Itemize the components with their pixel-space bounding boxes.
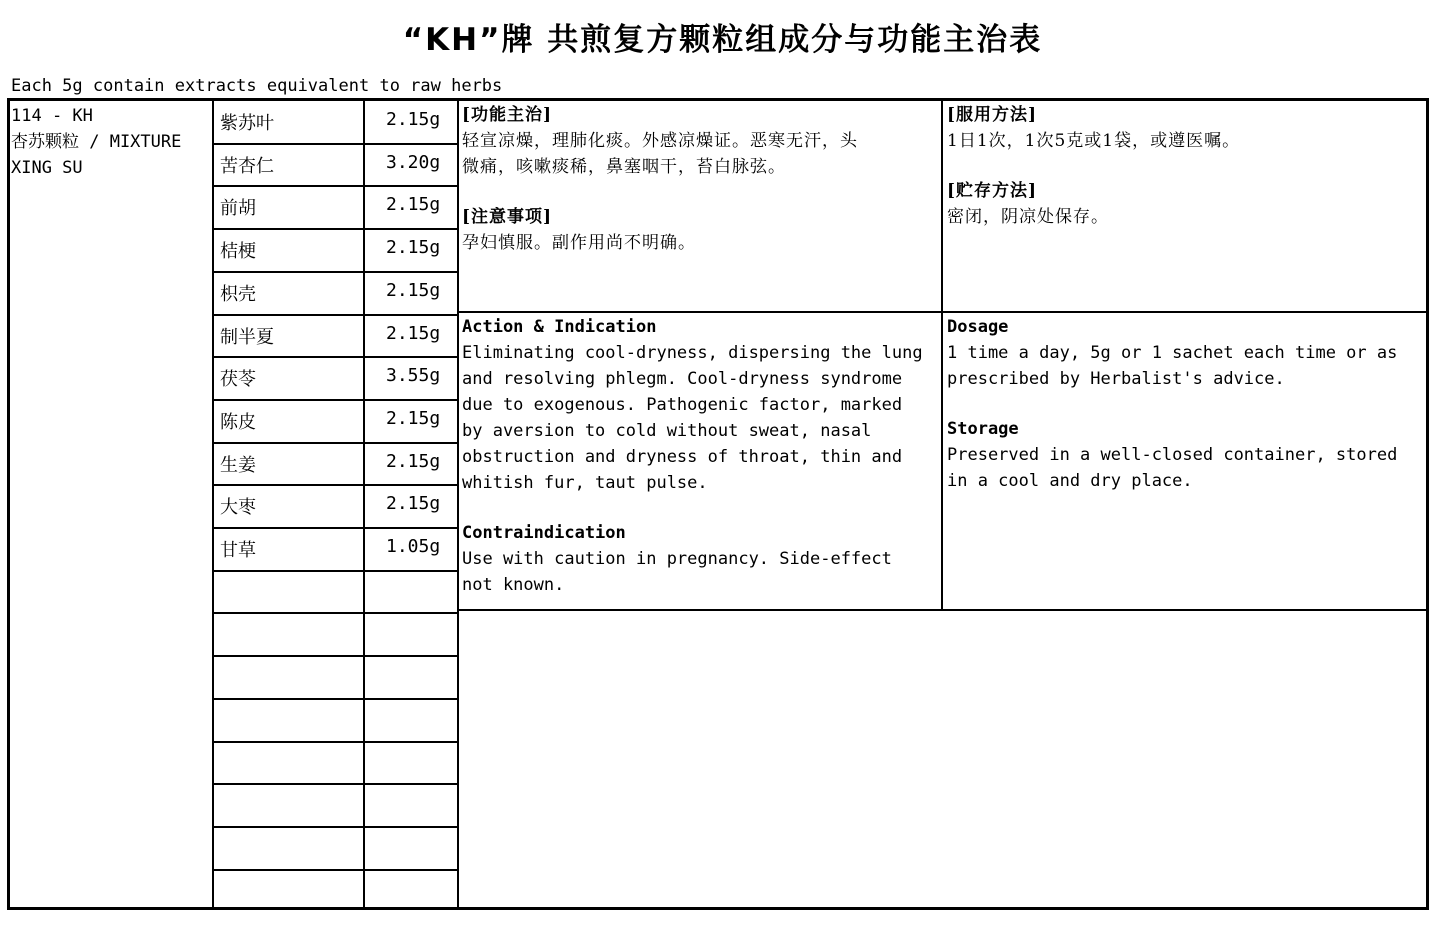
en-contra-text: not known. [462, 575, 565, 595]
col-divider [457, 100, 459, 908]
herb-amount: 2.15g [386, 323, 441, 344]
herb-row-divider [213, 698, 458, 700]
herb-name: 桔梗 [220, 241, 256, 262]
herb-name: 制半夏 [220, 327, 274, 348]
herb-row-divider [213, 185, 458, 187]
col-divider [941, 100, 943, 610]
cn-function-heading: [功能主治] [462, 105, 553, 125]
herb-name: 苦杏仁 [220, 156, 274, 177]
en-action-text: and resolving phlegm. Cool-dryness syndrome [462, 369, 903, 389]
en-action-heading: Action & Indication [462, 317, 657, 337]
herb-name: 大枣 [220, 497, 256, 518]
herb-amount: 2.15g [386, 109, 441, 130]
cn-usage-text: 1日1次，1次5克或1袋，或遵医嘱。 [947, 131, 1241, 151]
en-dosage-cell [947, 314, 1422, 494]
herb-amount: 2.15g [386, 493, 441, 514]
herb-row-divider [213, 741, 458, 743]
en-dosage-heading: Dosage [947, 317, 1009, 337]
product-code: 114 - KH [11, 106, 93, 126]
en-dosage-text: 1 time a day, 5g or 1 sachet each time or as [947, 343, 1398, 363]
herb-row-divider [213, 399, 458, 401]
herb-row-divider [213, 527, 458, 529]
en-contra-heading: Contraindication [462, 523, 626, 543]
herb-name: 前胡 [220, 198, 256, 219]
herb-amount: 3.55g [386, 365, 441, 386]
en-contra-text: Use with caution in pregnancy. Side-effect [462, 549, 892, 569]
herb-amount: 2.15g [386, 408, 441, 429]
cn-storage-heading: [贮存方法] [947, 181, 1038, 201]
herb-name: 生姜 [220, 455, 256, 476]
cn-usage-heading: [服用方法] [947, 105, 1038, 125]
en-storage-text: Preserved in a well-closed container, stored [947, 445, 1398, 465]
herb-amount: 2.15g [386, 194, 441, 215]
product-name: 杏苏颗粒 / MIXTURE [11, 132, 182, 152]
herb-name: 甘草 [220, 540, 256, 561]
en-action-cell [462, 314, 940, 598]
en-storage-text: in a cool and dry place. [947, 471, 1193, 491]
herb-row-divider [213, 484, 458, 486]
cn-caution-heading: [注意事项] [462, 207, 553, 227]
cn-caution-text: 孕妇慎服。副作用尚不明确。 [462, 233, 696, 253]
cn-storage-text: 密闭，阴凉处保存。 [947, 207, 1109, 227]
cn-function-text: 轻宣凉燥，理肺化痰。外感凉燥证。恶寒无汗，头 [462, 131, 858, 151]
en-action-text: whitish fur, taut pulse. [462, 473, 708, 493]
herb-amount: 3.20g [386, 152, 441, 173]
herb-row-divider [213, 356, 458, 358]
subtitle: Each 5g contain extracts equivalent to raw herbs [11, 76, 503, 96]
herb-amount: 2.15g [386, 237, 441, 258]
herb-row-divider [213, 869, 458, 871]
herb-row-divider [213, 570, 458, 572]
row-divider [458, 311, 1427, 313]
en-action-text: by aversion to cold without sweat, nasal [462, 421, 872, 441]
herb-name: 紫苏叶 [220, 113, 274, 134]
herb-amount: 1.05g [386, 536, 441, 557]
herb-amount: 2.15g [386, 451, 441, 472]
en-action-text: Eliminating cool-dryness, dispersing the lung [462, 343, 923, 363]
en-dosage-text: prescribed by Herbalist's advice. [947, 369, 1285, 389]
en-storage-heading: Storage [947, 419, 1019, 439]
herb-row-divider [213, 442, 458, 444]
page-title: “KH”牌 共煎复方颗粒组成分与功能主治表 [402, 22, 1043, 58]
row-divider [458, 609, 1427, 611]
herb-row-divider [213, 655, 458, 657]
herb-name: 枳壳 [220, 284, 256, 305]
cn-function-text: 微痛，咳嗽痰稀，鼻塞咽干，苔白脉弦。 [462, 157, 786, 177]
herb-amount: 2.15g [386, 280, 441, 301]
cn-usage-cell [947, 102, 1422, 230]
herb-row-divider [213, 612, 458, 614]
herb-row-divider [213, 228, 458, 230]
herb-row-divider [213, 826, 458, 828]
cn-function-cell [462, 102, 940, 256]
herb-name: 陈皮 [220, 412, 256, 433]
en-action-text: due to exogenous. Pathogenic factor, marked [462, 395, 903, 415]
herb-row-divider [213, 271, 458, 273]
en-action-text: obstruction and dryness of throat, thin and [462, 447, 903, 467]
col-divider [363, 100, 365, 908]
herb-row-divider [213, 783, 458, 785]
herb-row-divider [213, 314, 458, 316]
herb-row-divider [213, 143, 458, 145]
product-info [11, 103, 181, 181]
product-pinyin: XING SU [11, 158, 83, 178]
herb-name: 茯苓 [220, 369, 256, 390]
col-divider [212, 100, 214, 908]
